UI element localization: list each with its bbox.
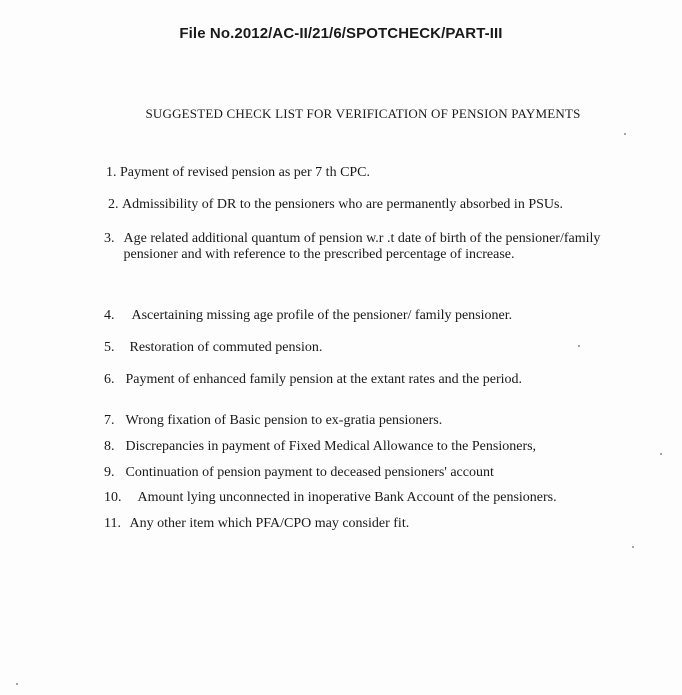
item-number: 11. <box>104 516 121 531</box>
checklist-item-9 <box>104 465 494 481</box>
scan-speck <box>624 133 626 135</box>
item-text: Age related additional quantum of pension w.r .t date of birth of the pensioner/family pensioner and with reference to the prescribed percentage of increase. <box>123 231 601 262</box>
checklist-item-5 <box>104 340 322 356</box>
scan-speck <box>16 683 18 685</box>
item-number: 1. <box>106 165 117 180</box>
item-number: 5. <box>104 340 115 355</box>
checklist-item-8 <box>104 439 536 455</box>
checklist-item-6 <box>104 372 522 388</box>
item-text: Payment of revised pension as per 7 th CPC. <box>120 165 371 180</box>
item-text: Any other item which PFA/CPO may consider fit. <box>129 516 410 531</box>
item-text: Payment of enhanced family pension at the extant rates and the period. <box>125 372 523 387</box>
item-text: Amount lying unconnected in inoperative Bank Account of the pensioners. <box>137 490 557 505</box>
item-number: 7. <box>104 413 115 428</box>
checklist-item-2 <box>108 197 563 213</box>
item-text: Ascertaining missing age profile of the pensioner/ family pensioner. <box>131 308 513 323</box>
item-number: 2. <box>108 197 119 212</box>
item-number: 10. <box>104 490 122 505</box>
scan-speck <box>660 453 662 455</box>
checklist-heading: SUGGESTED CHECK LIST FOR VERIFICATION OF PENSION PAYMENTS <box>145 106 581 121</box>
checklist-item-10 <box>104 490 557 506</box>
item-text: Continuation of pension payment to deceased pensioners' account <box>125 465 494 480</box>
file-number: File No.2012/AC-II/21/6/SPOTCHECK/PART-III <box>179 25 503 42</box>
item-number: 6. <box>104 372 115 387</box>
item-text: Wrong fixation of Basic pension to ex-gratia pensioners. <box>125 413 443 428</box>
item-text: Admissibility of DR to the pensioners who are permanently absorbed in PSUs. <box>122 197 563 212</box>
checklist-item-11 <box>104 516 409 532</box>
checklist-item-4 <box>104 308 512 324</box>
item-number: 9. <box>104 465 115 480</box>
checklist-item-7 <box>104 413 442 429</box>
item-number: 8. <box>104 439 115 454</box>
checklist-item-1 <box>106 165 370 181</box>
scan-speck <box>632 546 634 548</box>
checklist-item-3 <box>104 231 604 263</box>
item-text: Restoration of commuted pension. <box>129 340 323 355</box>
item-number: 4. <box>104 308 115 323</box>
scan-speck <box>578 345 580 347</box>
item-number: 3. <box>104 231 115 246</box>
item-text: Discrepancies in payment of Fixed Medical Allowance to the Pensioners, <box>125 439 537 454</box>
